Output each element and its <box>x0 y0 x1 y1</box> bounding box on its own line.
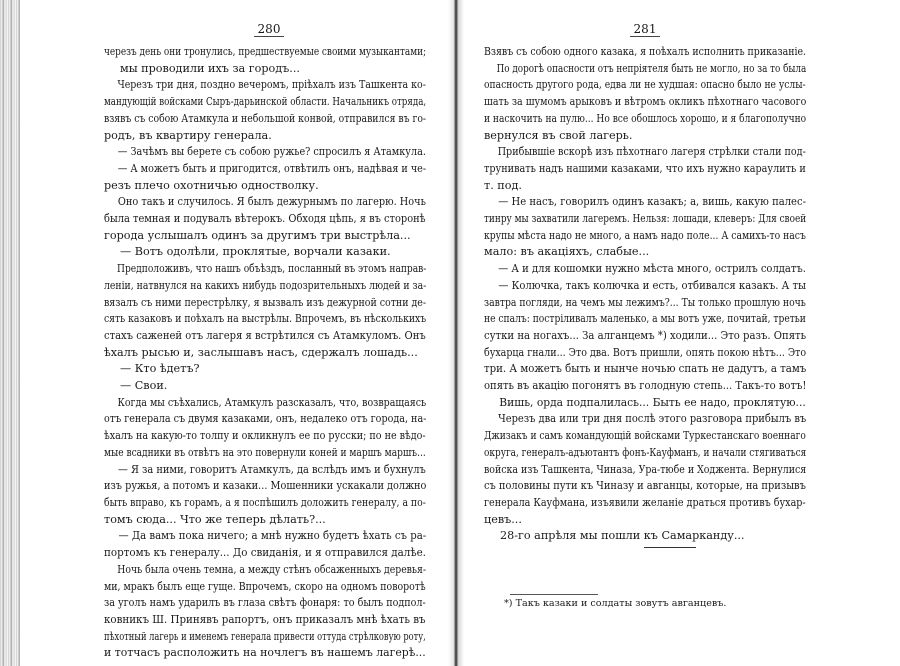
text-line: стахъ саженей отъ лагеря я встрѣтился съ Атамкуломъ. Онъ <box>104 328 426 342</box>
text-line: и наскочить на пулю... Но все обошлось хорошо, и я благополучно <box>484 111 807 125</box>
footnote-rule <box>510 594 598 595</box>
text-line: три. А можетъ быть и нынче ночью спать не дадутъ, а тамъ <box>484 362 806 376</box>
text-line: отъ генерала съ двумя казаками, онъ, недалеко отъ города, на- <box>104 412 427 426</box>
text-line: Черезъ три дня, поздно вечеромъ, пріѣхалъ изъ Ташкента ко- <box>117 78 426 92</box>
text-line: сять казаковъ и поѣхалъ на выстрѣлы. Впрочемъ, въ нѣсколькихъ <box>104 312 426 326</box>
text-line: сутки на ногахъ... За алганцемъ *) ходили... Это разъ. Опять <box>484 328 806 342</box>
text-line: шать за шумомъ арыковъ и вѣтромъ окликъ пѣхотнаго часового <box>484 95 807 109</box>
text-line: тинру мы захватили лагеремъ. Нельзя: лошади, клеверъ: Для своей <box>484 212 806 226</box>
text-line: — Не насъ, говорилъ одинъ казакъ; а, вишь, какую палес- <box>498 195 806 209</box>
text-line: — Зачѣмъ вы берете съ собою ружье? спросилъ я Атамкула. <box>117 145 426 159</box>
text-line: мандующій войсками Сыръ-дарьинской области. Начальникъ отряда, <box>104 95 427 109</box>
left-scan-edge <box>0 0 20 666</box>
text-line: округа, генералъ-адъютантъ фонъ-Кауфманъ, и начали стягиваться <box>484 445 806 459</box>
text-line: взявъ съ собою Атамкула и небольшой конвой, отправился въ го- <box>104 111 427 125</box>
text-line: леніи, натвнулся на какихъ нибудь подозрительныхъ людей и за- <box>104 278 427 292</box>
text-line: трунивать надъ нашими казаками, что ихъ нужно караулить и <box>484 161 806 175</box>
text-line: опять въ акацію погонятъ въ голодную степь... Такъ-то вотъ! <box>484 379 806 393</box>
text-line: за уголъ намъ ударилъ въ глаза свѣтъ фонаря: то былъ подпол- <box>104 596 426 610</box>
text-line: вернулся въ свой лагерь. <box>484 128 633 142</box>
text-line: — Колючка, такъ колючка и есть, отбивался казакъ. А ты <box>498 278 806 292</box>
text-line: и тотчасъ расположить на ночлегъ въ нашемъ лагерѣ... <box>104 646 426 660</box>
text-line: ковникъ Ш. Принявъ рапортъ, онъ приказалъ мнѣ ѣхать въ <box>104 612 426 626</box>
text-line: т. под. <box>484 178 522 192</box>
footnote: *) Такъ казаки и солдаты зовутъ авганцевъ. <box>504 598 727 609</box>
text-line: изъ ружья, а потомъ и казаки... Мошенники ускакали должно <box>104 479 427 493</box>
text-line: — Кто ѣдетъ? <box>120 362 200 376</box>
text-line: Оно такъ и случилось. Я былъ дежурнымъ по лагерю. Ночь <box>117 195 426 209</box>
text-line: — А можетъ быть и пригодится, отвѣтилъ онъ, надѣвая и че- <box>117 161 427 175</box>
text-line: родъ, въ квартиру генерала. <box>104 128 272 142</box>
text-line: съ половины пути къ Чиназу и авганцы, которые, на призывъ <box>484 479 806 493</box>
text-line: портомъ къ генералу... До свиданія, и я отправился далѣе. <box>104 546 426 560</box>
text-line: Предположивъ, что нашъ объѣздъ, посланный въ этомъ направ- <box>117 262 426 276</box>
right-page-body <box>484 44 806 545</box>
text-line: мые всадники въ отвѣтъ на это повернули коней и маршъ маршъ... <box>104 445 426 459</box>
text-line: резъ плечо охотничью одностволку. <box>104 178 319 192</box>
text-line: города услышалъ одинъ за другимъ три выстрѣла... <box>104 228 411 242</box>
text-line: 28-го апрѣля мы пошли къ Самарканду... <box>500 529 745 543</box>
text-line: не спалъ: постріливалъ маленько, а мы вотъ уже, почитай, третьи <box>484 312 806 326</box>
text-line: По дорогѣ опасности отъ непріятеля быть не могло, но за то была <box>496 61 807 75</box>
text-line: крупы мѣста надо не много, а намъ надо поле... А самихъ-то насъ <box>484 228 806 242</box>
text-line: ми, мракъ былъ еще гуще. Впрочемъ, скоро на одномъ поворотѣ <box>104 579 426 593</box>
text-line: — Свои. <box>120 379 168 393</box>
text-line: бухарца гнали... Это два. Вотъ пришли, опять покою нѣтъ... Это <box>484 345 806 359</box>
text-line: ѣхалъ рысью и, заслышавъ насъ, сдержалъ лошадь... <box>104 345 418 359</box>
text-line: — Да вамъ пока ничего; а мнѣ нужно будетъ ѣхать съ ра- <box>118 529 426 543</box>
left-page-body <box>104 44 426 662</box>
text-line: ѣхалъ на какую-то толпу и окликнулъ ее по русски; по не вѣдо- <box>104 429 426 443</box>
text-line: Ночь была очень темна, а между стѣнъ обсаженныхъ деревья- <box>117 562 426 576</box>
text-line: Прибывшіе вскорѣ изъ пѣхотнаго лагеря стрѣлки стали под- <box>497 145 806 159</box>
left-page <box>104 20 426 662</box>
text-line: Когда мы съѣхались, Атамкулъ разсказалъ, что, возвращаясь <box>117 395 426 409</box>
page-number-right: 281 <box>484 20 806 38</box>
text-line: мало: въ акаціяхъ, слабые... <box>484 245 650 259</box>
text-line: черезъ день они тронулись, предшествуемые своими музыкантами; <box>104 45 426 58</box>
text-line: завтра погляди, на чемъ мы лежимъ?... Ты только прошлую ночь <box>484 295 806 309</box>
text-line: — Я за ними, говоритъ Атамкулъ, да вслѣдъ имъ и бухнулъ <box>118 462 426 476</box>
text-line: генерала Кауфмана, изъявили желаніе драться противъ бухар- <box>484 495 806 509</box>
text-line: пѣхотный лагерь и именемъ генерала привести оттуда стрѣлковую роту, <box>104 629 426 643</box>
text-line: опасность другого рода, едва ли не худшая: опасно было не услы- <box>484 78 806 92</box>
text-line: была темная и подувалъ вѣтерокъ. Обходя цѣпь, я въ сторонѣ <box>104 212 426 226</box>
text-line: цевъ... <box>484 512 522 526</box>
text-line: Черезъ два или три дня послѣ этого разговора прибылъ въ <box>498 412 807 426</box>
text-line: войска изъ Ташкента, Чиназа, Ура-тюбе и Ходжента. Вернулися <box>484 462 806 476</box>
text-line: Взявъ съ собою одного казака, я поѣхалъ исполнить приказаніе. <box>484 45 806 58</box>
section-rule <box>644 547 696 548</box>
right-page <box>484 20 807 609</box>
text-line: томъ сюда... Что же теперь дѣлать?... <box>104 512 326 526</box>
text-line: Вишь, орда подпалилась... Быть ее надо, проклятую... <box>499 395 806 409</box>
text-line: — Вотъ одолѣли, проклятые, ворчали казаки. <box>120 245 391 259</box>
page-number-left: 280 <box>104 20 426 38</box>
text-line: — А и для кошомки нужно мѣста много, острилъ солдатъ. <box>498 262 806 276</box>
text-line: мы проводили ихъ за городъ... <box>120 61 300 75</box>
center-fold <box>448 0 464 666</box>
text-line: быть вправо, къ горамъ, а я поспѣшилъ доложить генералу, а по- <box>104 495 426 509</box>
text-line: вязалъ съ ними перестрѣлку, я вызвалъ изъ дежурной сотни де- <box>104 295 426 309</box>
text-line: Джизакъ и самъ командующій войсками Туркестанскаго военнаго <box>484 429 806 443</box>
